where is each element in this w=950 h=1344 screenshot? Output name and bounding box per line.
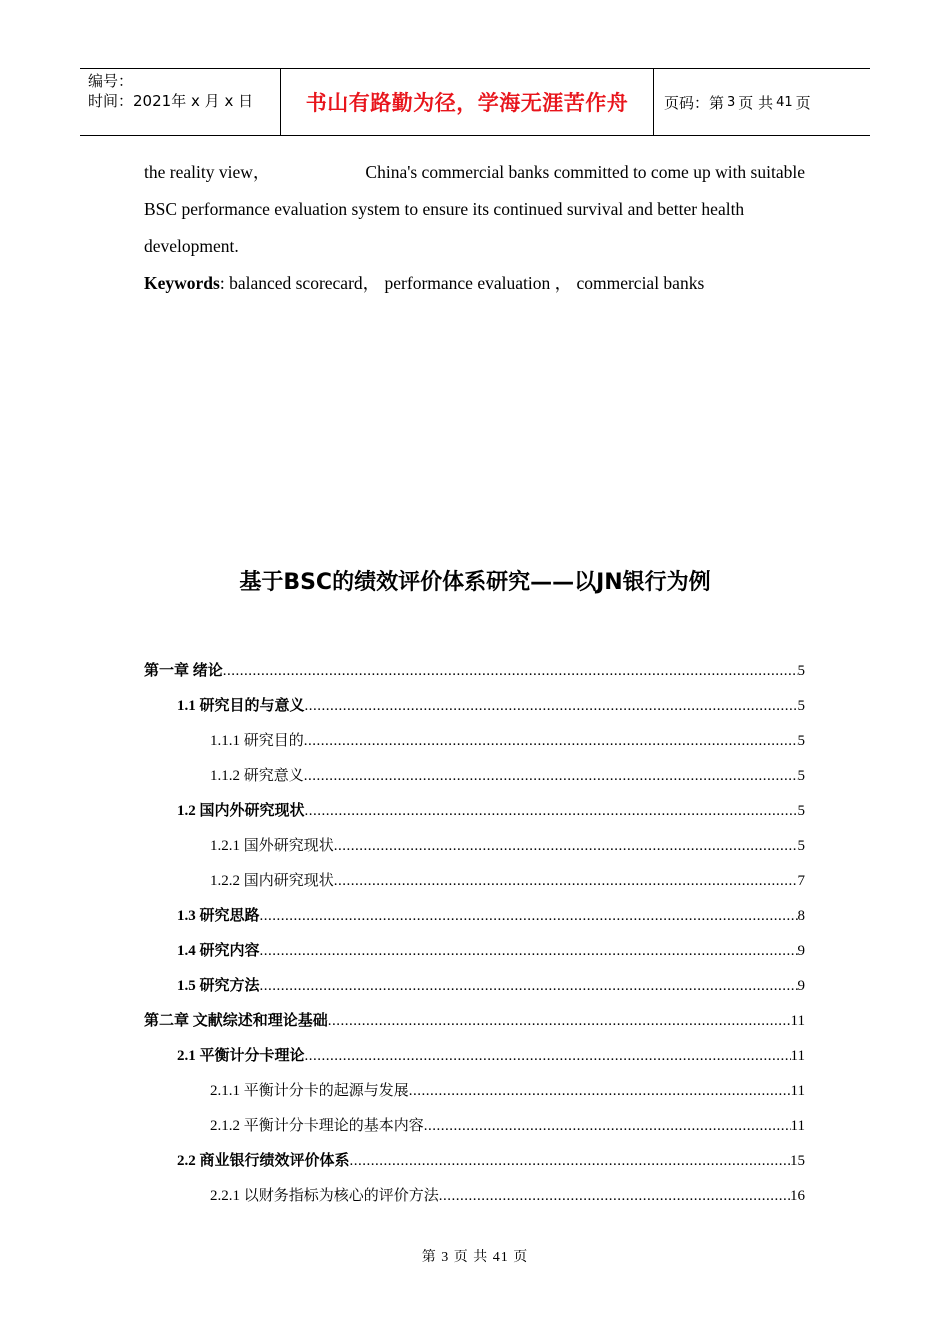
toc-entry[interactable]: 2.1 平衡计分卡理论 ..... 11 [144, 1039, 805, 1074]
toc-entry[interactable]: 2.1.1 平衡计分卡的起源与发展 ..... 11 [144, 1074, 805, 1109]
header-meta [80, 69, 281, 135]
header-time: 时间：2021年 x 月 x 日 [88, 92, 254, 110]
toc-entry[interactable]: 第一章 绪论 ..... 5 [144, 654, 805, 689]
toc-entry[interactable]: 1.1.1 研究目的 ..... 5 [144, 724, 805, 759]
toc-entry[interactable]: 1.2.1 国外研究现状 ..... 5 [144, 829, 805, 864]
toc-entry[interactable]: 1.2 国内外研究现状 ..... 5 [144, 794, 805, 829]
page-footer: 第 3 页 共 41 页 [421, 1250, 529, 1265]
header-motto: 书山有路勤为径，学海无涯苦作舟 [281, 69, 654, 135]
toc-entry[interactable]: 1.1 研究目的与意义 ..... 5 [144, 689, 805, 724]
abstract-line: development. [144, 236, 239, 256]
toc-entry[interactable]: 1.4 研究内容 ..... 9 [144, 934, 805, 969]
toc-entry[interactable]: 1.1.2 研究意义 ..... 5 [144, 759, 805, 794]
page-header [80, 68, 870, 136]
abstract-line: BSC performance evaluation system to ensure its continued survival and better health [144, 199, 745, 219]
header-number-label: 编号： [88, 72, 134, 90]
toc-entry[interactable]: 1.3 研究思路 ..... 8 [144, 899, 805, 934]
abstract-line: the reality view， China's commercial banks committed to come up with suitable [144, 162, 805, 182]
toc-entry[interactable]: 2.2.1 以财务指标为核心的评价方法 ..... 16 [144, 1179, 805, 1214]
toc-entry[interactable]: 2.1.2 平衡计分卡理论的基本内容 ..... 11 [144, 1109, 805, 1144]
toc-entry[interactable]: 1.5 研究方法 ..... 9 [144, 969, 805, 1004]
document-title: 基于BSC的绩效评价体系研究——以JN银行为例 [239, 570, 711, 595]
abstract-section [144, 154, 805, 302]
keywords: Keywords: balanced scorecard， performance evaluation ， commercial banks [144, 273, 705, 293]
toc-entry[interactable]: 1.2.2 国内研究现状 ..... 7 [144, 864, 805, 899]
header-page-info: 页码：第 3 页 共 41 页 [664, 93, 811, 112]
toc-entry[interactable]: 2.2 商业银行绩效评价体系 ..... 15 [144, 1144, 805, 1179]
toc-entry[interactable]: 第二章 文献综述和理论基础 ..... 11 [144, 1004, 805, 1039]
table-of-contents [144, 654, 805, 1214]
